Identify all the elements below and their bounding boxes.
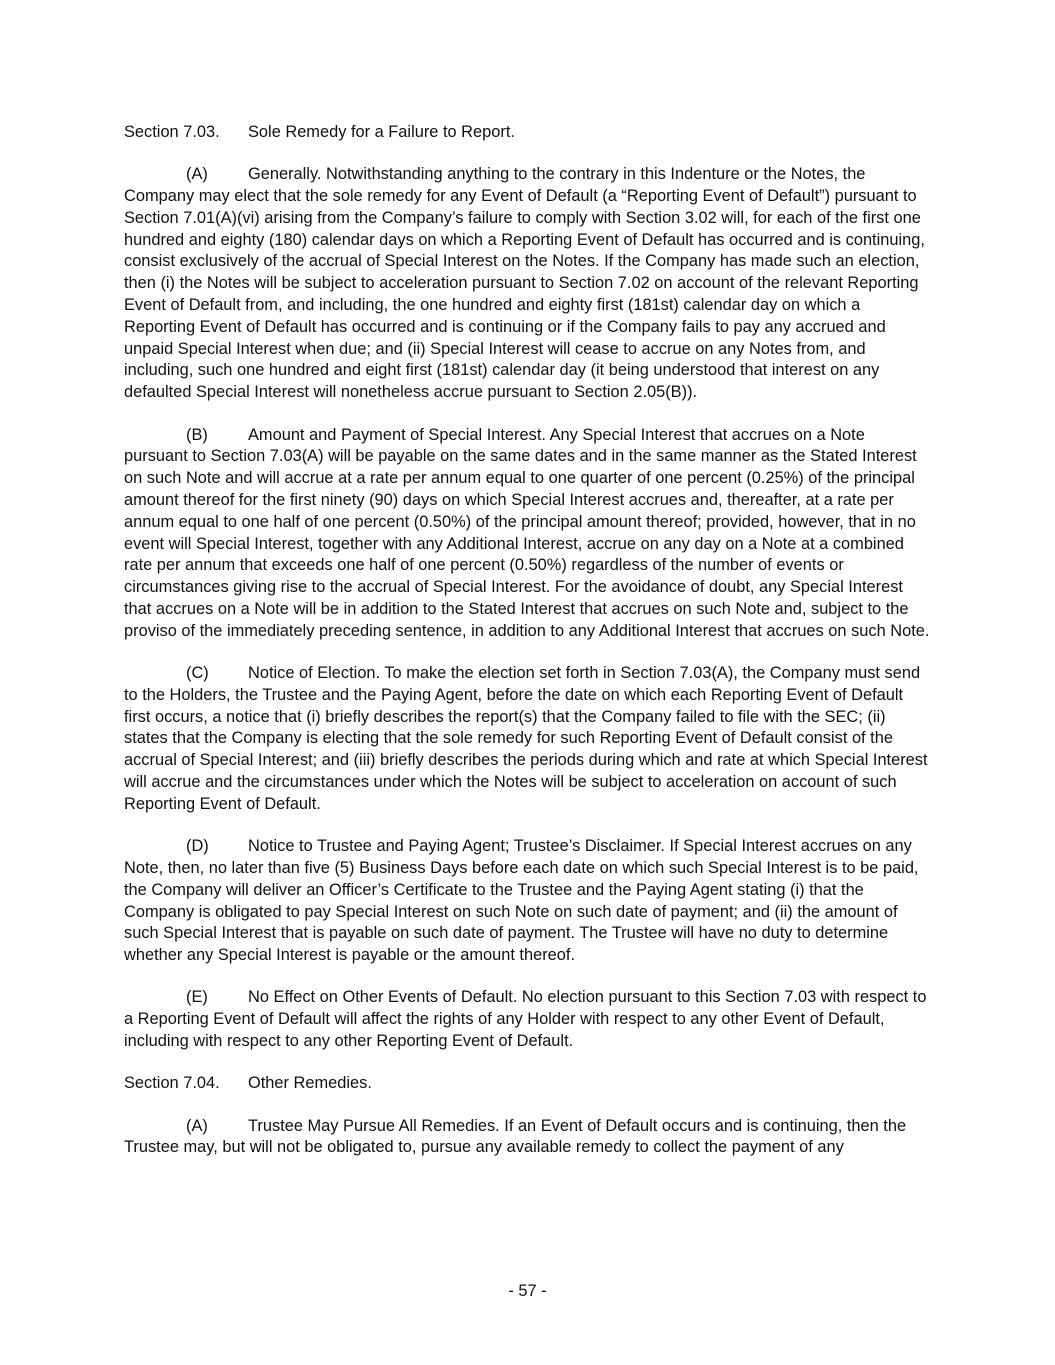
paragraph-7-03-b	[124, 425, 930, 643]
paragraph-7-04-a	[124, 1116, 930, 1160]
section-number: Section 7.04.	[124, 1074, 220, 1093]
paragraph-7-03-a	[124, 164, 930, 404]
paragraph-7-03-d	[124, 836, 930, 967]
paragraph-7-03-c	[124, 663, 930, 816]
paragraph-text: Notice to Trustee and Paying Agent; Trustee’s Disclaimer. If Special Interest accrues on any Note, then, no later than five (5) Business Days before each date on which such Special Interest is to be paid, the Company will deliver an Officer’s Certificate to the Trustee and the Paying Agent stating (i) that the Company is obligated to pay Special Interest on such Note on such date of payment; and (ii) the amount of such Special Interest that is payable on such date of payment. The Trustee will have no duty to determine whether any Special Interest is payable or the amount thereof.	[124, 837, 919, 965]
page-number: - 57 -	[508, 1282, 547, 1300]
paragraph-label: (D)	[186, 837, 209, 856]
section-heading-7-04	[124, 1073, 930, 1095]
paragraph-label: (C)	[186, 664, 209, 683]
document-page	[124, 122, 930, 1180]
section-title: Other Remedies.	[248, 1074, 372, 1093]
paragraph-label: (E)	[186, 988, 208, 1007]
paragraph-text: Amount and Payment of Special Interest. Any Special Interest that accrues on a Note pursuant to Section 7.03(A) will be payable on the same dates and in the same manner as the Stated Interest on such Note and will accrue at a rate per annum equal to one quarter of one percent (0.25%) of the principal amount thereof for the first ninety (90) days on which Special Interest accrues and, thereafter, at a rate per annum equal to one half of one percent (0.50%) of the principal amount thereof; provided, however, that in no event will Special Interest, together with any Additional Interest, accrue on any day on a Note at a combined rate per annum that exceeds one half of one percent (0.50%) regardless of the number of events or circumstances giving rise to the accrual of Special Interest. For the avoidance of doubt, any Special Interest that accrues on a Note will be in addition to the Stated Interest that accrues on such Note and, subject to the proviso of the immediately preceding sentence, in addition to any Additional Interest that accrues on such Note.	[124, 425, 930, 640]
paragraph-label: (B)	[186, 425, 208, 444]
paragraph-text: Notice of Election. To make the election set forth in Section 7.03(A), the Company must send to the Holders, the Trustee and the Paying Agent, before the date on which each Reporting Event of Default first occurs, a notice that (i) briefly describes the report(s) that the Company failed to file with the SEC; (ii) states that the Company is electing that the sole remedy for such Reporting Event of Default consist of the accrual of Special Interest; and (iii) briefly describes the periods during which and rate at which Special Interest will accrue and the circumstances under which the Notes will be subject to acceleration on account of such Reporting Event of Default.	[124, 664, 928, 813]
paragraph-text: Generally. Notwithstanding anything to the contrary in this Indenture or the Notes, the Company may elect that the sole remedy for any Event of Default (a “Reporting Event of Default”) pursuant to Section 7.01(A)(vi) arising from the Company’s failure to comply with Section 3.02 will, for each of the first one hundred and eighty (180) calendar days on which a Reporting Event of Default has occurred and is continuing, consist exclusively of the accrual of Special Interest on the Notes. If the Company has made such an election, then (i) the Notes will be subject to acceleration pursuant to Section 7.02 on account of the relevant Reporting Event of Default from, and including, the one hundred and eighty first (181st) calendar day on which a Reporting Event of Default has occurred and is continuing or if the Company fails to pay any accrued and unpaid Special Interest when due; and (ii) Special Interest will cease to accrue on any Notes from, and including, such one hundred and eight first (181st) calendar day (it being understood that interest on any defaulted Special Interest will nonetheless accrue pursuant to Section 2.05(B)).	[124, 165, 925, 402]
paragraph-7-03-e	[124, 987, 930, 1052]
paragraph-text: Trustee May Pursue All Remedies. If an Event of Default occurs and is continuing, then the Trustee may, but will not be obligated to, pursue any available remedy to collect the payment of any	[124, 1116, 907, 1157]
paragraph-label: (A)	[186, 165, 208, 184]
paragraph-label: (A)	[186, 1116, 208, 1135]
section-title: Sole Remedy for a Failure to Report.	[248, 123, 515, 141]
paragraph-text: No Effect on Other Events of Default. No election pursuant to this Section 7.03 with respect to a Reporting Event of Default will affect the rights of any Holder with respect to any other Event of Default, including with respect to any other Reporting Event of Default.	[124, 988, 927, 1050]
section-heading-7-03	[124, 122, 930, 144]
section-number: Section 7.03.	[124, 123, 220, 141]
